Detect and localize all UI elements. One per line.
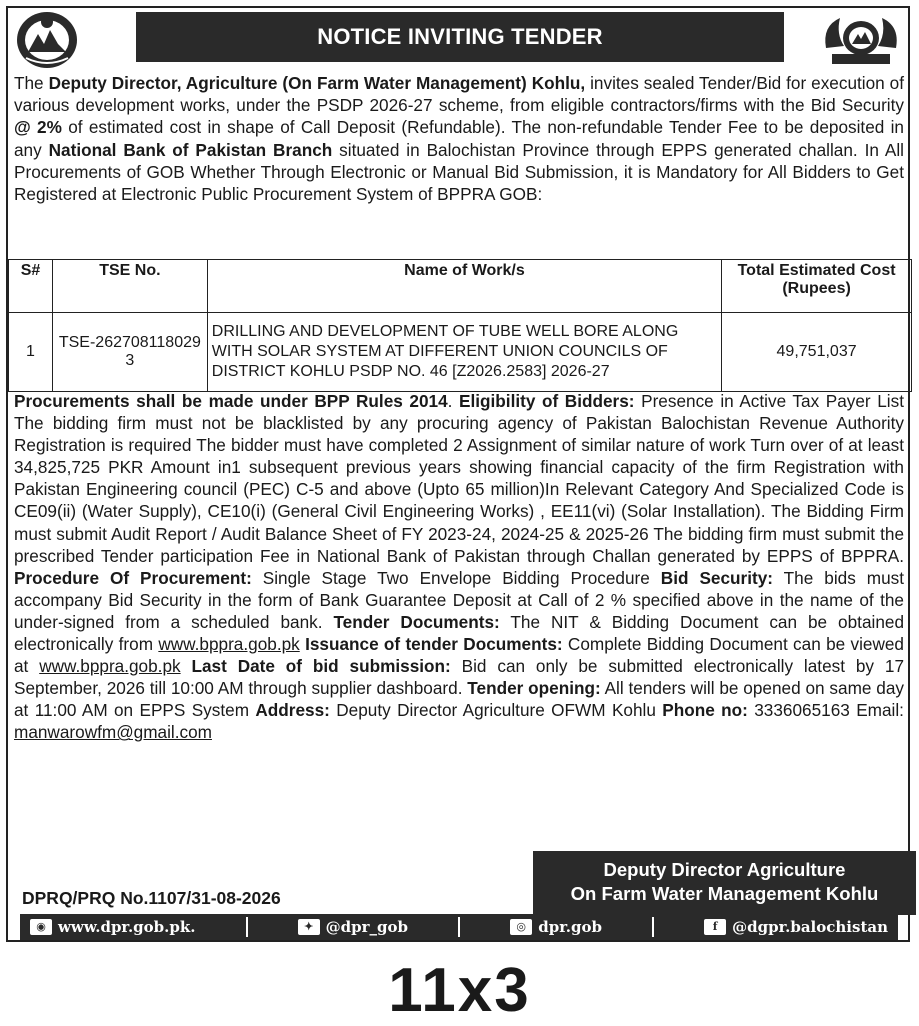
signature-block	[533, 851, 916, 915]
email-link[interactable]: manwarowfm@gmail.com	[14, 722, 212, 743]
col-header-cost: Total Estimated Cost (Rupees)	[722, 260, 912, 313]
intro-paragraph: The Deputy Director, Agriculture (On Farm Water Management) Kohlu, invites sealed Tender/Bid for execution of various development works, under the PSDP 2026-27 scheme, from eligible contractors/firms with the Bid Security @ 2% of estimated cost in shape of Call Deposit (Refundable). The non-refundable Tender Fee to be deposited in any National Bank of Pakistan Branch situated in Balochistan Province through EPPS generated challan. In All Procurements of GOB Whether Through Electronic or Manual Bid Submission, it is Mandatory for All Bidders to Get Registered at Electronic Public Procurement System of BPPRA GOB:	[14, 73, 904, 205]
signature-line-2: On Farm Water Management Kohlu	[570, 883, 879, 904]
social-footer	[20, 914, 898, 940]
bppra-link-2[interactable]: www.bppra.gob.pk	[39, 656, 181, 677]
facebook-icon: f	[704, 919, 726, 935]
divider	[246, 917, 248, 937]
table-header-row	[9, 260, 912, 313]
col-header-work: Name of Work/s	[207, 260, 721, 313]
ad-size-label: 11x3	[388, 956, 531, 1025]
notice-title: NOTICE INVITING TENDER	[136, 12, 784, 62]
works-table	[8, 259, 912, 392]
divider	[458, 917, 460, 937]
col-header-sno: S#	[9, 260, 53, 313]
facebook-item[interactable]: f @dgpr.balochistan	[704, 918, 888, 936]
cell-cost: 49,751,037	[722, 313, 912, 392]
cell-tse: TSE-2627081180293	[52, 313, 207, 392]
cell-sno: 1	[9, 313, 53, 392]
bppra-link-1[interactable]: www.bppra.gob.pk	[158, 634, 300, 655]
issuer-name: Deputy Director, Agriculture (On Farm Water Management) Kohlu,	[48, 73, 586, 93]
dgpr-emblem-right	[818, 8, 904, 70]
bank-name: National Bank of Pakistan Branch	[48, 139, 333, 160]
twitter-icon: ✦	[298, 919, 320, 935]
reference-number: DPRQ/PRQ No.1107/31-08-2026	[22, 888, 281, 908]
cell-work: DRILLING AND DEVELOPMENT OF TUBE WELL BORE ALONG WITH SOLAR SYSTEM AT DIFFERENT UNION COUNCILS OF DISTRICT KOHLU PSDP NO. 46 [Z2026.2583] 2026-27	[207, 313, 721, 392]
instagram-icon: ◎	[510, 919, 532, 935]
twitter-item[interactable]: ✦ @dpr_gob	[298, 918, 408, 936]
balochistan-emblem-left	[12, 8, 82, 70]
table-row	[9, 313, 912, 392]
divider	[652, 917, 654, 937]
terms-paragraph: Procurements shall be made under BPP Rules 2014. Eligibility of Bidders: Presence in Active Tax Payer List The bidding firm must not be blacklisted by any procuring agency of Pakistan Balochistan Revenue Authority Registration is required The bidder must have completed 2 Assignment of similar nature of work Turn over of at least 34,825,725 PKR Amount in1 subsequent previous years showing financial capacity of the firm Registration with Pakistan Engineering council (PEC) C-5 and above (Upto 65 million)In Relevant Category And Specialized Code is CE09(ii) (Water Supply), CE10(i) (General Civil Engineering Works) , EE11(vi) (Solar Installation). The Bidding Firm must submit Audit Report / Audit Balance Sheet of FY 2023-24, 2024-25 & 2025-26 The bidding firm must submit the prescribed Tender participation Fee in National Bank of Pakistan through Challan generated by EPPS of BPPRA. Procedure Of Procurement: Single Stage Two Envelope Bidding Procedure Bid Security: The bids must accompany Bid Security in the form of Bank Guarantee Deposit at Call of 2 % specified above in the name of the under-signed from a scheduled bank. Tender Documents: The NIT & Bidding Document can be obtained electronically from www.bppra.gob.pk Issuance of tender Documents: Complete Bidding Document can be viewed at www.bppra.gob.pk Last Date of bid submission: Bid can only be submitted electronically latest by 17 September, 2026 till 10:00 AM through supplier dashboard. Tender opening: All tenders will be opened on same day at 11:00 AM on EPPS System Address: Deputy Director Agriculture OFWM Kohlu Phone no: 3336065163 Email: manwarowfm@gmail.com	[14, 391, 905, 743]
bid-security-rate: @ 2%	[14, 117, 62, 138]
instagram-item[interactable]: ◎ dpr.gob	[510, 918, 602, 936]
website-item[interactable]: ◉ www.dpr.gob.pk.	[30, 918, 195, 936]
signature-line-1: Deputy Director Agriculture	[603, 859, 846, 880]
col-header-tse: TSE No.	[52, 260, 207, 313]
globe-icon: ◉	[30, 919, 52, 935]
